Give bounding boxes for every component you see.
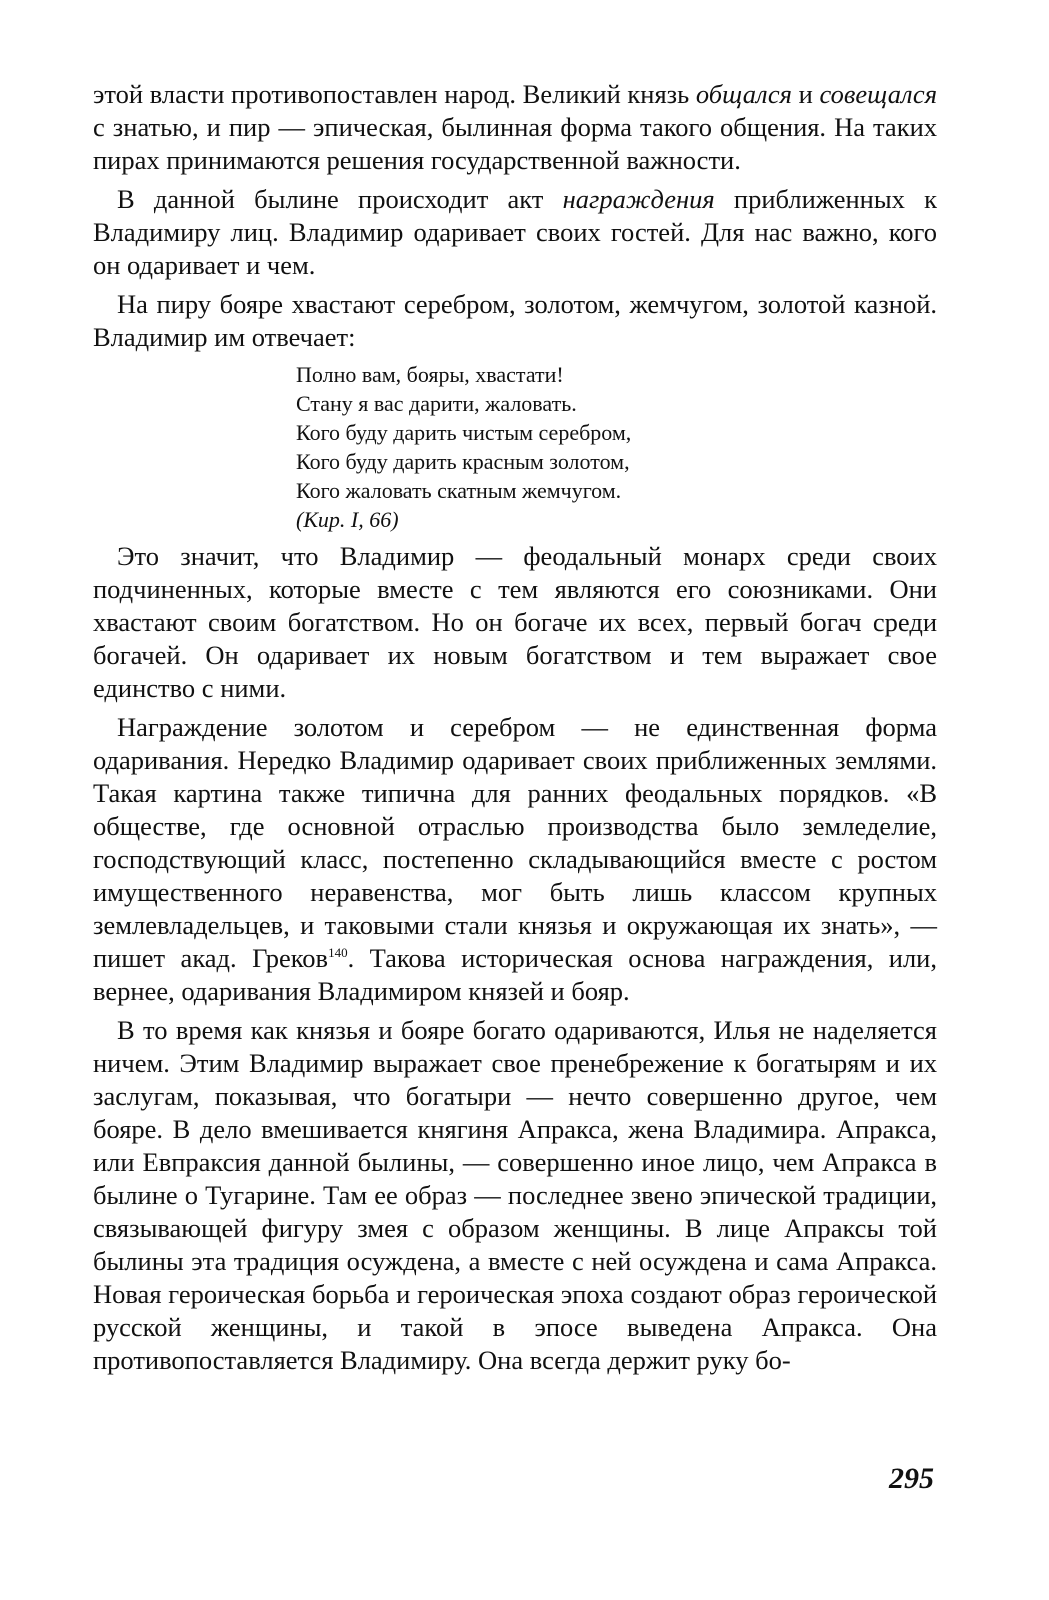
paragraph-3: На пиру бояре хвастают серебром, золотом, жемчугом, золотой казной. Владимир им отвечает:	[93, 289, 937, 352]
paragraph-2	[93, 183, 937, 282]
italic-term: общался	[695, 79, 792, 109]
poem-line: Кого буду дарить чистым серебром,	[296, 420, 632, 445]
text-run: с знатью, и пир — эпическая, былинная форма такого общения. На таких пирах принимаются решения государственной важности.	[93, 112, 937, 175]
poem-line: Кого жаловать скатным жемчугом.	[296, 478, 622, 503]
text-run: В данной былине происходит акт	[117, 184, 563, 214]
poem-quote	[296, 360, 937, 534]
paragraph-4: Это значит, что Владимир — феодальный монарх среди своих подчиненных, которые вместе с тем являются его союзниками. Они хвастают своим богатством. Но он богаче их всех, первый богач среди богачей. Он одаривает их новым богатством и тем выражает свое единство с ними.	[93, 541, 937, 703]
text-run: . Такова историческая основа награждения, или, вернее, одаривания Владимиром князей и бояр.	[93, 943, 937, 1006]
poem-line: Полно вам, бояры, хвастати!	[296, 362, 564, 387]
italic-term: совещался	[819, 79, 938, 109]
paragraph-5	[93, 711, 937, 1008]
paragraph-1	[93, 78, 937, 177]
italic-term: награждения	[562, 184, 715, 214]
poem-line: Кого буду дарить красным золотом,	[296, 449, 630, 474]
paragraph-6: В то время как князья и бояре богато одариваются, Илья не наделяется ничем. Этим Владимир выражает свое пренебрежение к богатырям и их заслугам, показывая, что богатыри — нечто совершенно другое, чем бояре. В дело вмешивается княгиня Апракса, жена Владимира. Апракса, или Евпраксия данной былины, — совершенно иное лицо, чем Апракса в былине о Тугарине. Там ее образ — последнее звено эпической традиции, связывающей фигуру змея с образом женщины. В лице Апраксы той былины эта традиция осуждена, а вместе с ней осуждена и сама Апракса. Новая героическая борьба и героическая эпоха создают образ героической русской женщины, и такой в эпосе выведена Апракса. Она противопоставляется Владимиру. Она всегда держит руку бо-	[93, 1015, 937, 1375]
poem-line: Стану я вас дарити, жаловать.	[296, 391, 577, 416]
text-run: приближенных к Владимиру лиц. Владимир одаривает своих гостей. Для нас важно, кого он одаривает и чем.	[93, 184, 938, 280]
poem-source: (Кир. I, 66)	[296, 507, 399, 532]
page-body	[93, 78, 937, 1383]
page-number: 295	[889, 1462, 934, 1495]
text-run: Награждение золотом и серебром — не единственная форма одаривания. Нередко Владимир одаривает своих приближенных землями. Такая картина также типична для ранних феодальных порядков. «В обществе, где основной отраслью производства было земледелие, господствующий класс, постепенно складывающийся вместе с ростом имущественного неравенства, мог быть лишь классом крупных землевладельцев, и таковыми стали князья и окружающая их знать», — пишет акад. Греков	[93, 712, 937, 973]
text-run: этой власти противопоставлен народ. Великий князь	[93, 79, 696, 109]
footnote-marker: 140	[328, 945, 348, 961]
text-run: и	[792, 79, 820, 109]
